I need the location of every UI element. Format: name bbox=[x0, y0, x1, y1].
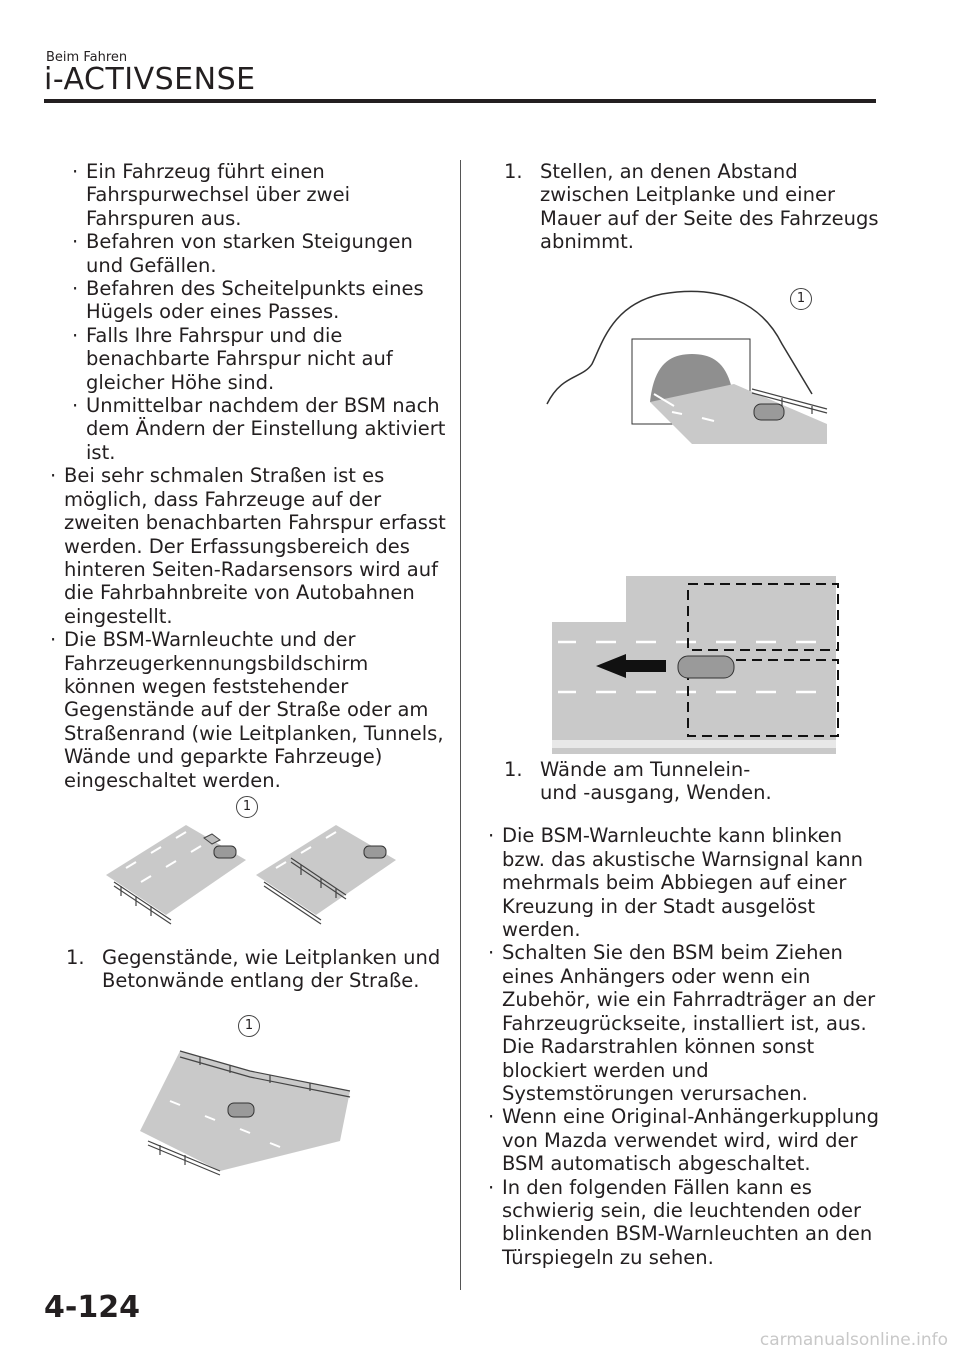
figure-wall-guardrail bbox=[46, 1015, 446, 1185]
sub-bullet-item bbox=[46, 160, 446, 230]
sub-bullet-text: Befahren des Scheitelpunkts eines Hügels oder eines Passes. bbox=[86, 277, 424, 324]
sub-bullet-item bbox=[46, 277, 446, 324]
caption-number: 1. bbox=[66, 945, 85, 969]
bullet-text: Die BSM-Warnleuchte kann blinken bzw. das akustische Warnsignal kann mehrmals beim Abbiegen auf einer Kreuzung in der Stadt ausgelöst werden. bbox=[502, 824, 864, 942]
caption-number: 1. bbox=[504, 757, 523, 781]
caption-text-line1: Wände am Tunnelein- bbox=[540, 757, 751, 781]
bullet-dot: · bbox=[72, 323, 79, 347]
bullet-text: Wenn eine Original-Anhängerkupplung von Mazda verwendet wird, wird der BSM automatisch abgeschaltet. bbox=[502, 1105, 880, 1176]
callout-marker: 1 bbox=[236, 796, 258, 818]
figure-guardrails bbox=[46, 796, 446, 946]
caption-text: Gegenstände, wie Leitplanken und Betonwände entlang der Straße. bbox=[102, 945, 441, 993]
sub-bullet-text: Befahren von starken Steigungen und Gefällen. bbox=[86, 230, 413, 277]
wall-road-illustration bbox=[130, 1041, 370, 1181]
column-divider bbox=[460, 160, 461, 1290]
sub-bullet-item bbox=[46, 324, 446, 394]
detection-area-illustration bbox=[546, 576, 842, 754]
bullet-item bbox=[484, 941, 884, 1105]
bullet-text: In den folgenden Fällen kann es schwierig sein, die leuchtenden oder blinkenden BSM-Warnleuchten an den Türspiegeln zu sehen. bbox=[502, 1175, 873, 1269]
figure-caption bbox=[46, 946, 446, 993]
figure-detection-area bbox=[484, 576, 884, 764]
sub-bullet-text: Unmittelbar nachdem der BSM nach dem Ändern der Einstellung aktiviert ist. bbox=[86, 394, 446, 464]
bullet-dot: · bbox=[488, 824, 495, 848]
guardrail-road-illustration bbox=[96, 820, 416, 940]
bullet-dot: · bbox=[488, 1175, 495, 1199]
bullet-item bbox=[484, 1176, 884, 1270]
caption-text: Stellen, an denen Abstand zwischen Leitplanke und einer Mauer auf der Seite des Fahrzeugs abnimmt. bbox=[540, 160, 879, 254]
bullet-dot: · bbox=[72, 160, 79, 183]
sub-bullet-text: Ein Fahrzeug führt einen Fahrspurwechsel über zwei Fahrspuren aus. bbox=[86, 160, 351, 230]
bullet-dot: · bbox=[488, 1105, 495, 1129]
page-title: i-ACTIVSENSE bbox=[44, 62, 256, 97]
figure-caption bbox=[484, 758, 884, 805]
tunnel-illustration bbox=[542, 284, 852, 464]
figure-caption bbox=[484, 160, 884, 254]
page-number: 4-124 bbox=[44, 1290, 140, 1325]
bullet-dot: · bbox=[488, 941, 495, 965]
section-label: Beim Fahren bbox=[46, 50, 128, 65]
bullet-dot: · bbox=[50, 464, 57, 488]
bullet-text: Die BSM-Warnleuchte und der Fahrzeugerkennungsbildschirm können wegen feststehender Gegenstände auf der Straße oder am Straßenrand (wie Leitplanken, Tunnels, Wände und geparkte Fahrzeuge) eingeschaltet werden. bbox=[64, 628, 444, 792]
left-column bbox=[46, 160, 446, 1185]
caption-number: 1. bbox=[504, 160, 523, 183]
right-column bbox=[484, 160, 884, 1269]
sub-bullet-text: Falls Ihre Fahrspur und die benachbarte Fahrspur nicht auf gleicher Höhe sind. bbox=[86, 323, 393, 394]
sub-bullet-item bbox=[46, 394, 446, 464]
caption-text-line2: und -ausgang, Wenden. bbox=[540, 781, 772, 805]
bullet-item bbox=[484, 824, 884, 941]
header-rule bbox=[44, 99, 876, 103]
bullet-dot: · bbox=[50, 628, 57, 652]
bullet-dot: · bbox=[72, 277, 79, 301]
bullet-item bbox=[46, 464, 446, 628]
watermark: carmanualsonline.info bbox=[759, 1330, 948, 1350]
bullet-dot: · bbox=[72, 394, 79, 418]
callout-marker: 1 bbox=[790, 288, 812, 310]
callout-marker: 1 bbox=[238, 1015, 260, 1037]
sub-bullet-item bbox=[46, 230, 446, 277]
figure-tunnel bbox=[484, 280, 884, 480]
bullet-item bbox=[46, 628, 446, 792]
bullet-text: Schalten Sie den BSM beim Ziehen eines Anhängers oder wenn ein Zubehör, wie ein Fahrradträger an der Fahrzeugrückseite, installiert ist, aus. Die Radarstrahlen können sonst blockiert werden und Systemstörungen verursachen. bbox=[502, 941, 876, 1105]
bullet-item bbox=[484, 1105, 884, 1175]
bullet-dot: · bbox=[72, 230, 79, 254]
bullet-text: Bei sehr schmalen Straßen ist es möglich, dass Fahrzeuge auf der zweiten benachbarten Fahrspur erfasst werden. Der Erfassungsbereich des hinteren Seiten-Radarsensors wird auf die Fahrbahnbreite von Autobahnen eingestellt. bbox=[64, 464, 446, 628]
